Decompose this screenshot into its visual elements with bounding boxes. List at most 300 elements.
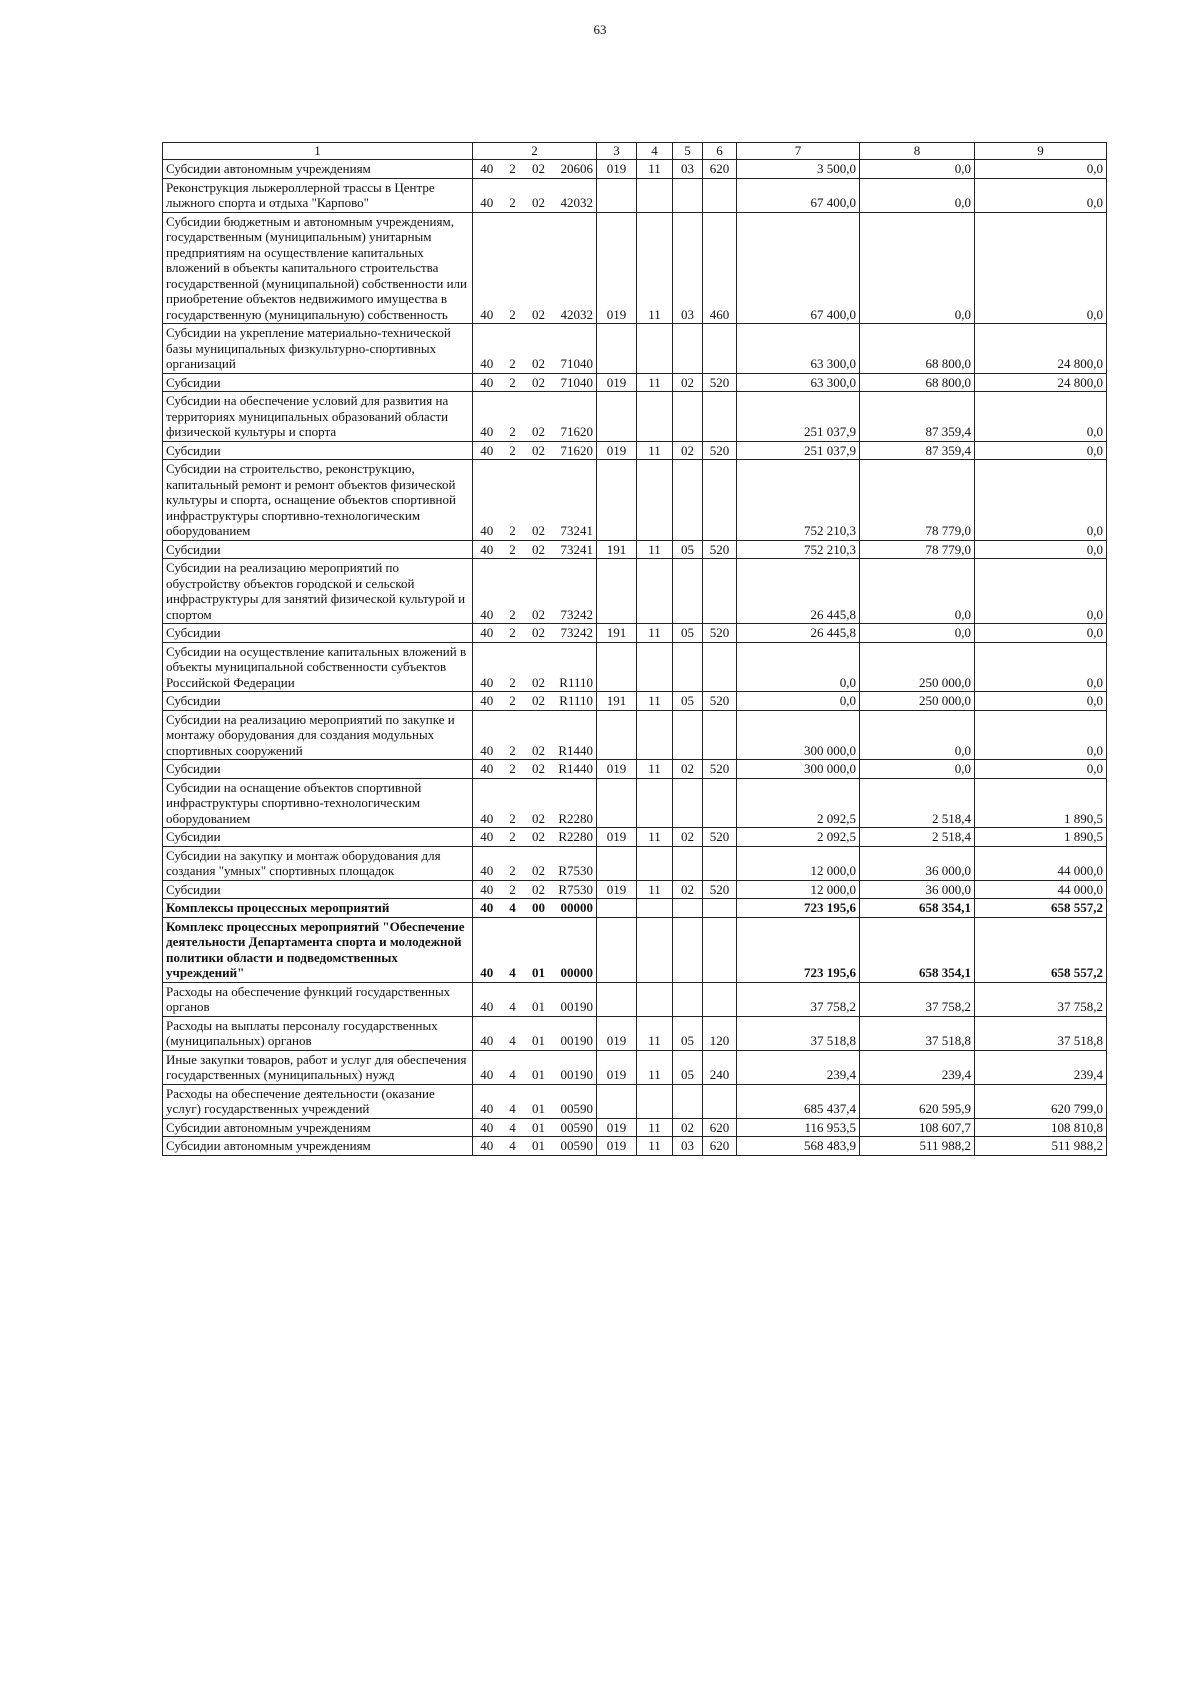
col-7-value: 0,0	[737, 642, 860, 692]
col-4-cell: 11	[637, 1118, 673, 1137]
col-3-cell	[597, 778, 637, 828]
row-name-cell: Субсидии на закупку и монтаж оборудования для создания "умных" спортивных площадок	[163, 846, 473, 880]
col-5-cell: 05	[673, 1050, 703, 1084]
header-col-6: 6	[703, 143, 737, 160]
code-part-2: 2	[501, 559, 525, 624]
table-row	[163, 212, 1107, 324]
col-6-cell: 520	[703, 540, 737, 559]
code-part-1: 40	[473, 710, 501, 760]
code-part-4: 42032	[553, 178, 597, 212]
col-5-cell	[673, 982, 703, 1016]
col-9-value: 0,0	[975, 540, 1107, 559]
code-part-2: 2	[501, 846, 525, 880]
row-name-cell: Субсидии автономным учреждениям	[163, 160, 473, 179]
code-part-2: 2	[501, 710, 525, 760]
col-5-cell: 05	[673, 1016, 703, 1050]
row-name-cell: Субсидии на реализацию мероприятий по закупке и монтажу оборудования для создания модульных спортивных сооружений	[163, 710, 473, 760]
col-3-cell: 019	[597, 1050, 637, 1084]
row-name-cell: Субсидии	[163, 540, 473, 559]
col-9-value: 511 988,2	[975, 1137, 1107, 1156]
table-row	[163, 373, 1107, 392]
code-part-3: 02	[525, 160, 553, 179]
col-6-cell	[703, 710, 737, 760]
col-8-value: 37 758,2	[860, 982, 975, 1016]
code-part-3: 02	[525, 642, 553, 692]
col-5-cell: 05	[673, 692, 703, 711]
col-4-cell	[637, 710, 673, 760]
code-part-3: 00	[525, 899, 553, 918]
col-5-cell	[673, 710, 703, 760]
code-part-3: 01	[525, 1137, 553, 1156]
code-part-1: 40	[473, 846, 501, 880]
code-part-4: R2280	[553, 778, 597, 828]
code-part-4: R7530	[553, 846, 597, 880]
col-6-cell: 620	[703, 160, 737, 179]
col-3-cell: 019	[597, 828, 637, 847]
col-3-cell	[597, 642, 637, 692]
col-8-value: 36 000,0	[860, 846, 975, 880]
col-6-cell	[703, 642, 737, 692]
code-part-4: R7530	[553, 880, 597, 899]
code-part-2: 2	[501, 540, 525, 559]
col-7-value: 568 483,9	[737, 1137, 860, 1156]
col-8-value: 239,4	[860, 1050, 975, 1084]
col-6-cell: 520	[703, 828, 737, 847]
col-4-cell: 11	[637, 880, 673, 899]
col-7-value: 37 518,8	[737, 1016, 860, 1050]
col-4-cell	[637, 178, 673, 212]
code-part-2: 4	[501, 1084, 525, 1118]
col-5-cell: 02	[673, 1118, 703, 1137]
col-4-cell	[637, 778, 673, 828]
table-row	[163, 982, 1107, 1016]
col-8-value: 108 607,7	[860, 1118, 975, 1137]
row-name-cell: Расходы на обеспечение деятельности (оказание услуг) государственных учреждений	[163, 1084, 473, 1118]
code-part-1: 40	[473, 917, 501, 982]
col-6-cell	[703, 460, 737, 541]
code-part-2: 2	[501, 778, 525, 828]
code-part-2: 2	[501, 324, 525, 374]
col-8-value: 2 518,4	[860, 778, 975, 828]
code-part-3: 01	[525, 1084, 553, 1118]
col-6-cell: 520	[703, 373, 737, 392]
code-part-3: 02	[525, 460, 553, 541]
code-part-1: 40	[473, 540, 501, 559]
header-col-8: 8	[860, 143, 975, 160]
header-col-2: 2	[473, 143, 597, 160]
code-part-2: 4	[501, 899, 525, 918]
header-col-3: 3	[597, 143, 637, 160]
col-5-cell: 02	[673, 373, 703, 392]
code-part-4: 71620	[553, 441, 597, 460]
col-3-cell	[597, 1084, 637, 1118]
col-3-cell: 019	[597, 373, 637, 392]
col-7-value: 251 037,9	[737, 441, 860, 460]
code-part-4: 73242	[553, 559, 597, 624]
table-row	[163, 1016, 1107, 1050]
code-part-2: 2	[501, 828, 525, 847]
col-4-cell	[637, 460, 673, 541]
col-5-cell	[673, 559, 703, 624]
code-part-4: 73242	[553, 624, 597, 643]
table-row	[163, 778, 1107, 828]
code-part-4: 71040	[553, 373, 597, 392]
code-part-4: 73241	[553, 540, 597, 559]
col-3-cell	[597, 178, 637, 212]
code-part-4: 00590	[553, 1137, 597, 1156]
table-row	[163, 178, 1107, 212]
col-9-value: 37 758,2	[975, 982, 1107, 1016]
code-part-3: 01	[525, 917, 553, 982]
col-3-cell: 019	[597, 1118, 637, 1137]
code-part-3: 02	[525, 880, 553, 899]
row-name-cell: Субсидии на реализацию мероприятий по обустройству объектов городской и сельской инфраструктуры для занятий физической культурой и спортом	[163, 559, 473, 624]
code-part-3: 01	[525, 1118, 553, 1137]
col-6-cell	[703, 982, 737, 1016]
header-col-1: 1	[163, 143, 473, 160]
col-4-cell: 11	[637, 373, 673, 392]
code-part-4: 71040	[553, 324, 597, 374]
code-part-3: 02	[525, 559, 553, 624]
col-7-value: 300 000,0	[737, 710, 860, 760]
col-9-value: 0,0	[975, 760, 1107, 779]
code-part-1: 40	[473, 324, 501, 374]
col-9-value: 24 800,0	[975, 373, 1107, 392]
table-row	[163, 559, 1107, 624]
row-name-cell: Субсидии	[163, 624, 473, 643]
col-4-cell: 11	[637, 1050, 673, 1084]
row-name-cell: Субсидии	[163, 828, 473, 847]
code-part-1: 40	[473, 778, 501, 828]
code-part-3: 02	[525, 540, 553, 559]
col-9-value: 24 800,0	[975, 324, 1107, 374]
code-part-3: 02	[525, 624, 553, 643]
col-9-value: 658 557,2	[975, 899, 1107, 918]
code-part-3: 02	[525, 778, 553, 828]
col-3-cell	[597, 324, 637, 374]
code-part-3: 02	[525, 212, 553, 324]
col-6-cell: 240	[703, 1050, 737, 1084]
col-7-value: 723 195,6	[737, 899, 860, 918]
col-4-cell: 11	[637, 760, 673, 779]
code-part-2: 2	[501, 160, 525, 179]
code-part-4: 00190	[553, 1016, 597, 1050]
col-5-cell	[673, 392, 703, 442]
code-part-3: 02	[525, 828, 553, 847]
col-6-cell	[703, 324, 737, 374]
col-5-cell	[673, 460, 703, 541]
col-5-cell	[673, 778, 703, 828]
code-part-1: 40	[473, 1137, 501, 1156]
col-8-value: 250 000,0	[860, 692, 975, 711]
page-number: 63	[593, 22, 607, 37]
col-3-cell	[597, 559, 637, 624]
code-part-2: 2	[501, 624, 525, 643]
col-4-cell	[637, 1084, 673, 1118]
col-8-value: 0,0	[860, 624, 975, 643]
col-8-value: 0,0	[860, 760, 975, 779]
col-9-value: 0,0	[975, 642, 1107, 692]
code-part-4: R1440	[553, 760, 597, 779]
col-6-cell	[703, 559, 737, 624]
row-name-cell: Субсидии на укрепление материально-технической базы муниципальных физкультурно-спортивных организаций	[163, 324, 473, 374]
col-4-cell	[637, 899, 673, 918]
table-row	[163, 1084, 1107, 1118]
col-8-value: 68 800,0	[860, 373, 975, 392]
code-part-1: 40	[473, 392, 501, 442]
col-9-value: 0,0	[975, 441, 1107, 460]
col-7-value: 67 400,0	[737, 178, 860, 212]
col-8-value: 37 518,8	[860, 1016, 975, 1050]
code-part-2: 2	[501, 373, 525, 392]
code-part-1: 40	[473, 373, 501, 392]
col-7-value: 752 210,3	[737, 460, 860, 541]
col-7-value: 0,0	[737, 692, 860, 711]
col-8-value: 36 000,0	[860, 880, 975, 899]
col-8-value: 0,0	[860, 178, 975, 212]
col-3-cell: 191	[597, 692, 637, 711]
col-6-cell	[703, 778, 737, 828]
code-part-2: 2	[501, 760, 525, 779]
col-7-value: 300 000,0	[737, 760, 860, 779]
col-8-value: 0,0	[860, 559, 975, 624]
col-9-value: 0,0	[975, 559, 1107, 624]
col-8-value: 68 800,0	[860, 324, 975, 374]
col-7-value: 116 953,5	[737, 1118, 860, 1137]
col-4-cell: 11	[637, 160, 673, 179]
row-name-cell: Субсидии	[163, 760, 473, 779]
code-part-2: 2	[501, 642, 525, 692]
table-row	[163, 710, 1107, 760]
col-7-value: 26 445,8	[737, 559, 860, 624]
row-name-cell: Иные закупки товаров, работ и услуг для обеспечения государственных (муниципальных) нужд	[163, 1050, 473, 1084]
col-3-cell: 019	[597, 1016, 637, 1050]
col-6-cell: 120	[703, 1016, 737, 1050]
budget-table	[162, 142, 1107, 1156]
col-4-cell	[637, 559, 673, 624]
col-4-cell: 11	[637, 441, 673, 460]
row-name-cell: Субсидии на оснащение объектов спортивной инфраструктуры спортивно-технологическим оборудованием	[163, 778, 473, 828]
col-3-cell: 019	[597, 760, 637, 779]
table-row	[163, 160, 1107, 179]
col-8-value: 658 354,1	[860, 917, 975, 982]
code-part-1: 40	[473, 1084, 501, 1118]
table-row	[163, 1050, 1107, 1084]
col-7-value: 12 000,0	[737, 846, 860, 880]
header-col-7: 7	[737, 143, 860, 160]
col-3-cell	[597, 392, 637, 442]
col-6-cell	[703, 392, 737, 442]
col-7-value: 251 037,9	[737, 392, 860, 442]
row-name-cell: Субсидии бюджетным и автономным учреждениям, государственным (муниципальным) унитарным предприятиям на осуществление капитальных вложений в объекты капитального строительства государственной (муниципальной) собственности или приобретение объектов недвижимого имущества в государственную (муниципальную) собственность	[163, 212, 473, 324]
code-part-4: R2280	[553, 828, 597, 847]
col-6-cell: 460	[703, 212, 737, 324]
col-8-value: 511 988,2	[860, 1137, 975, 1156]
table-row	[163, 846, 1107, 880]
col-8-value: 87 359,4	[860, 441, 975, 460]
code-part-4: 73241	[553, 460, 597, 541]
code-part-2: 2	[501, 441, 525, 460]
col-3-cell: 019	[597, 441, 637, 460]
col-5-cell	[673, 899, 703, 918]
row-name-cell: Комплексы процессных мероприятий	[163, 899, 473, 918]
table-row	[163, 1137, 1107, 1156]
col-3-cell	[597, 982, 637, 1016]
code-part-2: 4	[501, 1016, 525, 1050]
code-part-1: 40	[473, 1118, 501, 1137]
table-row	[163, 324, 1107, 374]
col-4-cell	[637, 392, 673, 442]
col-4-cell	[637, 324, 673, 374]
code-part-2: 2	[501, 392, 525, 442]
code-part-1: 40	[473, 160, 501, 179]
code-part-4: 00000	[553, 899, 597, 918]
table-row	[163, 899, 1107, 918]
header-col-4: 4	[637, 143, 673, 160]
code-part-3: 02	[525, 178, 553, 212]
col-8-value: 78 779,0	[860, 540, 975, 559]
code-part-2: 2	[501, 880, 525, 899]
col-9-value: 0,0	[975, 692, 1107, 711]
col-5-cell: 05	[673, 540, 703, 559]
col-5-cell: 02	[673, 880, 703, 899]
col-9-value: 0,0	[975, 710, 1107, 760]
col-6-cell	[703, 899, 737, 918]
table-row	[163, 1118, 1107, 1137]
col-3-cell: 191	[597, 624, 637, 643]
col-4-cell: 11	[637, 540, 673, 559]
budget-table-body	[163, 143, 1107, 1156]
col-4-cell: 11	[637, 828, 673, 847]
col-6-cell: 520	[703, 624, 737, 643]
code-part-1: 40	[473, 1016, 501, 1050]
col-7-value: 685 437,4	[737, 1084, 860, 1118]
code-part-3: 02	[525, 324, 553, 374]
row-name-cell: Субсидии	[163, 880, 473, 899]
col-4-cell: 11	[637, 1137, 673, 1156]
col-5-cell	[673, 846, 703, 880]
table-row	[163, 441, 1107, 460]
table-row	[163, 460, 1107, 541]
row-name-cell: Субсидии автономным учреждениям	[163, 1118, 473, 1137]
row-name-cell: Субсидии	[163, 373, 473, 392]
col-5-cell: 05	[673, 624, 703, 643]
code-part-4: 00590	[553, 1118, 597, 1137]
col-7-value: 12 000,0	[737, 880, 860, 899]
col-8-value: 658 354,1	[860, 899, 975, 918]
row-name-cell: Субсидии автономным учреждениям	[163, 1137, 473, 1156]
code-part-1: 40	[473, 1050, 501, 1084]
row-name-cell: Субсидии	[163, 692, 473, 711]
col-3-cell: 191	[597, 540, 637, 559]
col-5-cell	[673, 178, 703, 212]
col-3-cell: 019	[597, 1137, 637, 1156]
code-part-1: 40	[473, 982, 501, 1016]
table-row	[163, 880, 1107, 899]
code-part-4: 00000	[553, 917, 597, 982]
col-5-cell	[673, 324, 703, 374]
code-part-3: 02	[525, 373, 553, 392]
table-row	[163, 540, 1107, 559]
col-8-value: 250 000,0	[860, 642, 975, 692]
header-col-9: 9	[975, 143, 1107, 160]
code-part-4: 42032	[553, 212, 597, 324]
col-6-cell	[703, 917, 737, 982]
code-part-1: 40	[473, 212, 501, 324]
code-part-3: 02	[525, 392, 553, 442]
col-7-value: 752 210,3	[737, 540, 860, 559]
col-7-value: 2 092,5	[737, 828, 860, 847]
col-9-value: 108 810,8	[975, 1118, 1107, 1137]
col-7-value: 37 758,2	[737, 982, 860, 1016]
table-row	[163, 392, 1107, 442]
col-9-value: 0,0	[975, 460, 1107, 541]
col-3-cell: 019	[597, 160, 637, 179]
col-7-value: 63 300,0	[737, 373, 860, 392]
col-5-cell	[673, 917, 703, 982]
col-5-cell	[673, 642, 703, 692]
col-8-value: 0,0	[860, 160, 975, 179]
col-7-value: 2 092,5	[737, 778, 860, 828]
col-9-value: 44 000,0	[975, 880, 1107, 899]
col-8-value: 620 595,9	[860, 1084, 975, 1118]
col-7-value: 3 500,0	[737, 160, 860, 179]
code-part-4: 00190	[553, 1050, 597, 1084]
table-row	[163, 760, 1107, 779]
table-row	[163, 624, 1107, 643]
col-6-cell: 620	[703, 1137, 737, 1156]
col-6-cell: 520	[703, 760, 737, 779]
row-name-cell: Субсидии	[163, 441, 473, 460]
code-part-3: 01	[525, 1050, 553, 1084]
code-part-3: 02	[525, 441, 553, 460]
col-3-cell	[597, 710, 637, 760]
col-6-cell	[703, 846, 737, 880]
col-5-cell: 03	[673, 1137, 703, 1156]
col-3-cell: 019	[597, 880, 637, 899]
header-col-5: 5	[673, 143, 703, 160]
col-7-value: 239,4	[737, 1050, 860, 1084]
code-part-1: 40	[473, 760, 501, 779]
col-9-value: 239,4	[975, 1050, 1107, 1084]
col-7-value: 67 400,0	[737, 212, 860, 324]
col-4-cell	[637, 917, 673, 982]
col-4-cell: 11	[637, 692, 673, 711]
col-5-cell	[673, 1084, 703, 1118]
col-8-value: 78 779,0	[860, 460, 975, 541]
col-9-value: 0,0	[975, 212, 1107, 324]
row-name-cell: Реконструкция лыжероллерной трассы в Центре лыжного спорта и отдыха "Карпово"	[163, 178, 473, 212]
code-part-3: 02	[525, 760, 553, 779]
code-part-1: 40	[473, 899, 501, 918]
code-part-3: 02	[525, 692, 553, 711]
col-6-cell: 520	[703, 692, 737, 711]
col-8-value: 0,0	[860, 710, 975, 760]
col-9-value: 44 000,0	[975, 846, 1107, 880]
code-part-1: 40	[473, 178, 501, 212]
col-9-value: 0,0	[975, 624, 1107, 643]
code-part-2: 4	[501, 982, 525, 1016]
col-9-value: 658 557,2	[975, 917, 1107, 982]
code-part-4: 20606	[553, 160, 597, 179]
code-part-4: 00190	[553, 982, 597, 1016]
col-9-value: 0,0	[975, 392, 1107, 442]
col-9-value: 1 890,5	[975, 828, 1107, 847]
code-part-2: 4	[501, 917, 525, 982]
code-part-1: 40	[473, 692, 501, 711]
code-part-1: 40	[473, 880, 501, 899]
col-8-value: 2 518,4	[860, 828, 975, 847]
